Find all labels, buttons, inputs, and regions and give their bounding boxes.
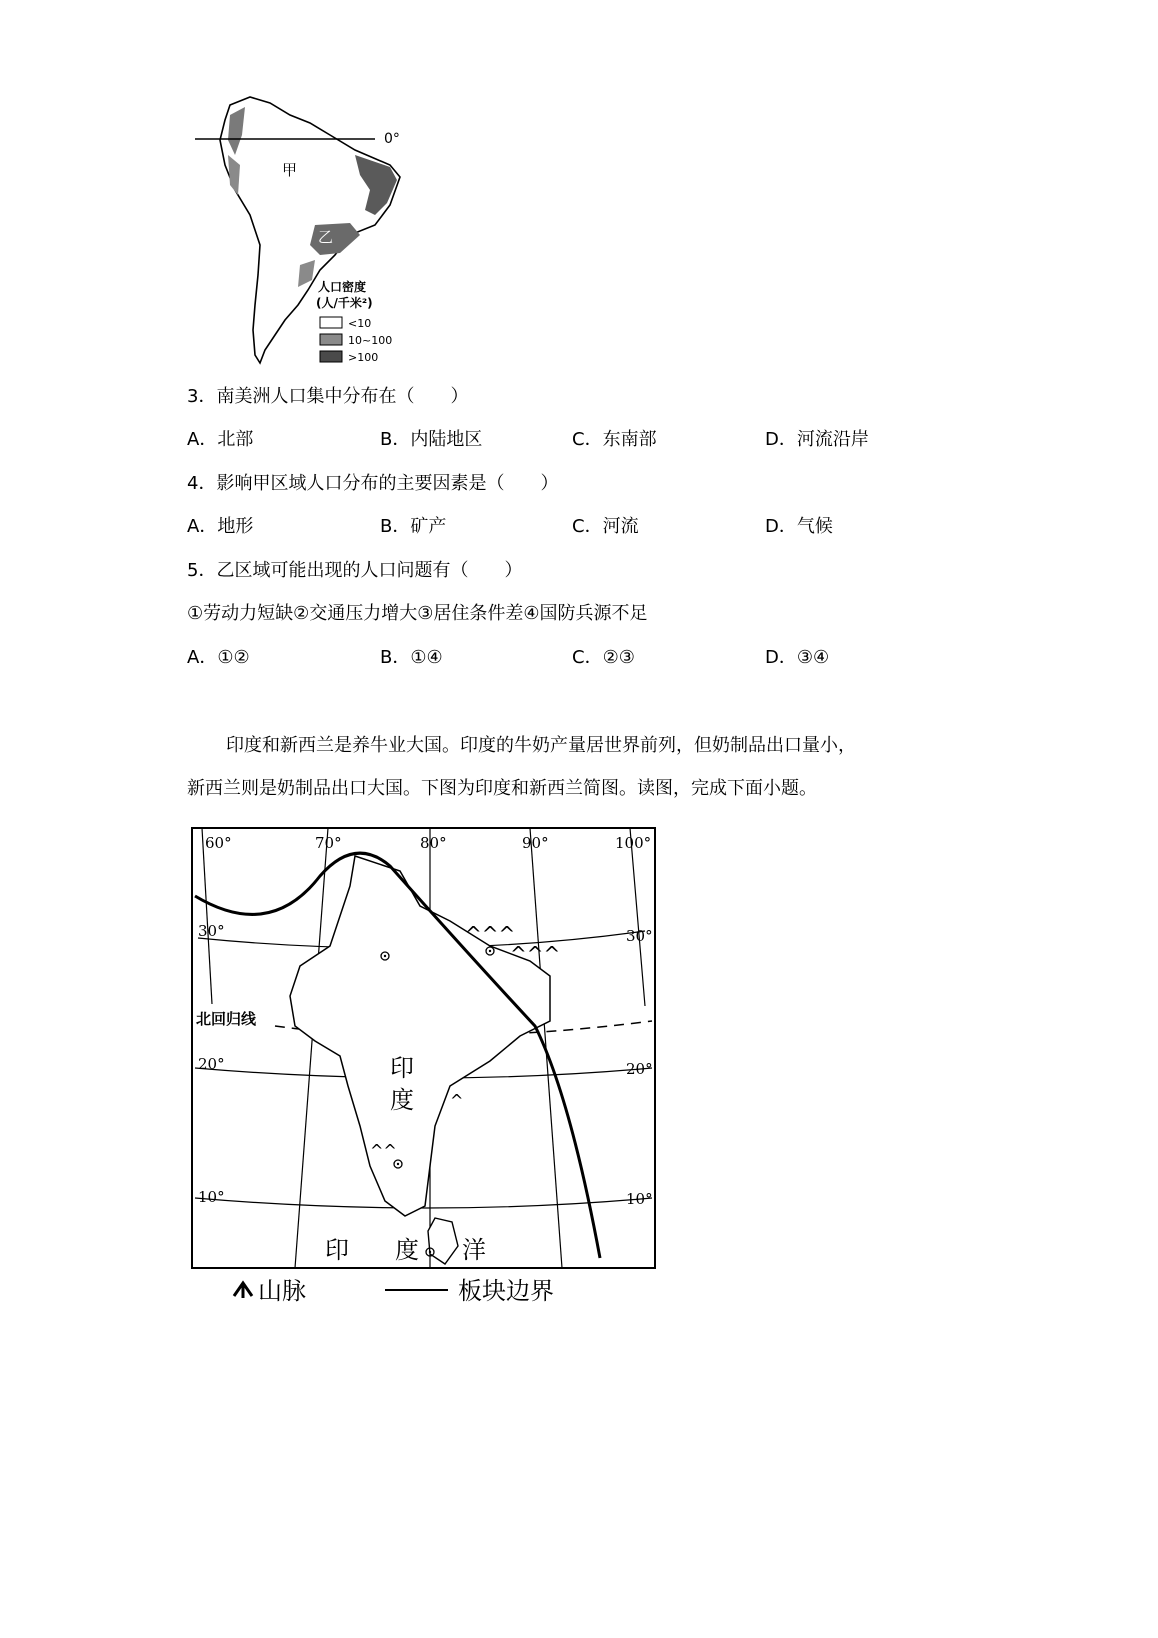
legend-title-2: (人/千米²) [316, 296, 373, 310]
legend-swatch-high [320, 351, 342, 362]
equator-label: 0° [384, 131, 400, 147]
mountain-symbol: ^^^ [510, 942, 561, 966]
legend-mountain-label: 山脉 [258, 1277, 306, 1305]
q5-option-d[interactable]: D．③④ [765, 647, 830, 668]
country-label-char2: 度 [390, 1086, 414, 1114]
q5-option-b[interactable]: B．①④ [380, 647, 443, 668]
q4-option-a[interactable]: A．地形 [187, 516, 254, 537]
q3-option-b[interactable]: B．内陆地区 [380, 429, 483, 450]
passage-line-2: 新西兰则是奶制品出口大国。下图为印度和新西兰简图。读图，完成下面小题。 [187, 778, 817, 799]
ocean-label-char2: 度 [395, 1236, 419, 1264]
lat-label-30-right: 30° [626, 927, 653, 945]
legend-swatch-mid [320, 334, 342, 345]
lon-label-100: 100° [615, 834, 652, 852]
region-yi-label: 乙 [318, 228, 334, 246]
q3-option-d[interactable]: D．河流沿岸 [765, 429, 869, 450]
q5-option-c[interactable]: C．②③ [572, 647, 635, 668]
lat-label-10-right: 10° [626, 1190, 653, 1208]
region-jia-label: 甲 [282, 161, 298, 179]
q3-option-a[interactable]: A．北部 [187, 429, 254, 450]
lon-label-60: 60° [205, 834, 232, 852]
legend-boundary-label: 板块边界 [458, 1277, 554, 1305]
lat-label-20-left: 20° [198, 1055, 225, 1073]
ocean-label-char3: 洋 [462, 1236, 486, 1264]
legend-item-mid: 10~100 [348, 334, 393, 347]
lat-label-20-right: 20° [626, 1060, 653, 1078]
legend-item-high: >100 [348, 351, 379, 364]
south-america-map [190, 95, 420, 370]
ocean-label-char1: 印 [325, 1236, 349, 1264]
legend-swatch-low [320, 317, 342, 328]
lat-label-10-left: 10° [198, 1188, 225, 1206]
question-4-stem: 4．影响甲区域人口分布的主要因素是（ ） [187, 473, 559, 494]
mountain-legend-icon [234, 1283, 252, 1298]
mountain-symbol: ^ [450, 1091, 464, 1110]
q3-option-c[interactable]: C．东南部 [572, 429, 657, 450]
legend-item-low: <10 [348, 317, 372, 330]
mountain-symbol: ^^ [370, 1141, 397, 1160]
country-label-char1: 印 [390, 1054, 414, 1082]
question-5-stem: 5．乙区域可能出现的人口问题有（ ） [187, 560, 523, 581]
q5-option-a[interactable]: A．①② [187, 647, 250, 668]
lon-label-70: 70° [315, 834, 342, 852]
lon-label-80: 80° [420, 834, 447, 852]
legend-title-1: 人口密度 [318, 280, 367, 294]
q4-option-c[interactable]: C．河流 [572, 516, 639, 537]
tropic-label: 北回归线 [196, 1010, 257, 1028]
lon-label-90: 90° [522, 834, 549, 852]
question-5-statements: ①劳动力短缺②交通压力增大③居住条件差④国防兵源不足 [187, 603, 648, 624]
mountain-symbol: ^^^ [465, 922, 516, 946]
question-3-stem: 3．南美洲人口集中分布在（ ） [187, 386, 469, 407]
passage-line-1: 印度和新西兰是养牛业大国。印度的牛奶产量居世界前列，但奶制品出口量小， [226, 735, 856, 756]
india-map [190, 826, 660, 1306]
lat-label-30-left: 30° [198, 922, 225, 940]
q4-option-d[interactable]: D．气候 [765, 516, 833, 537]
q4-option-b[interactable]: B．矿产 [380, 516, 447, 537]
